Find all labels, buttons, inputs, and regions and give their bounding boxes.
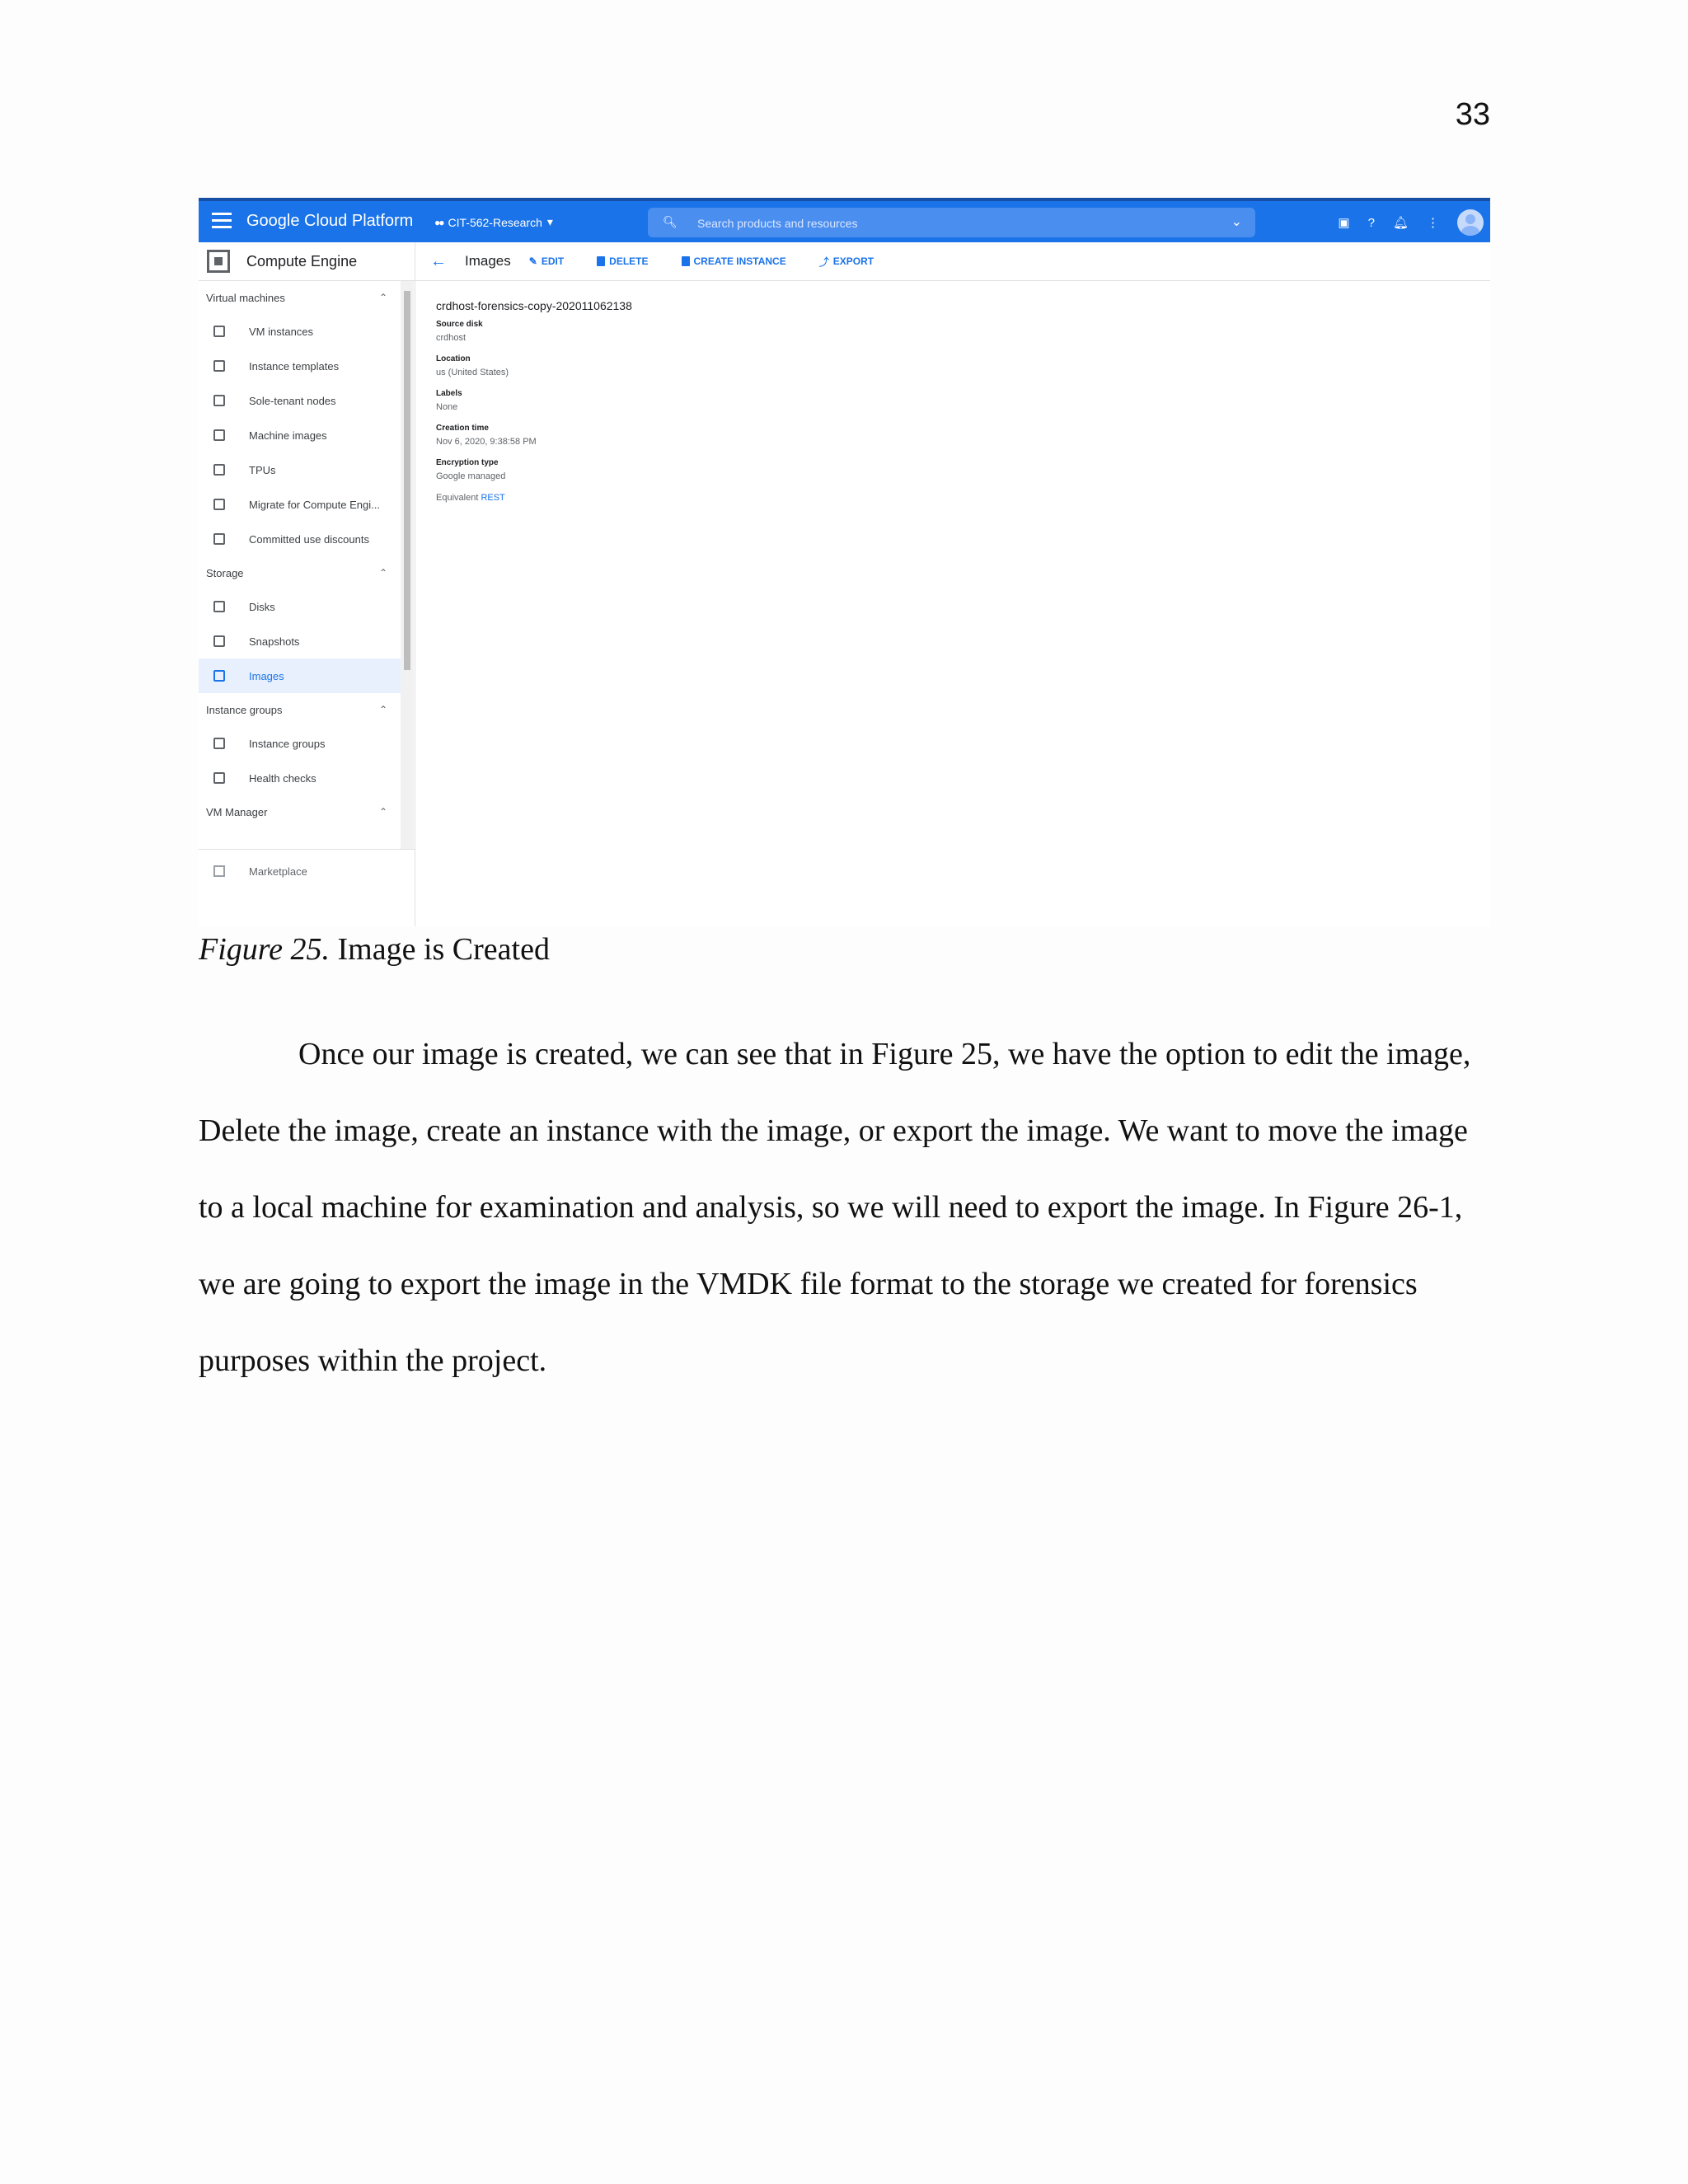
avatar[interactable] bbox=[1457, 209, 1484, 236]
notifications-icon[interactable]: 🔔︎ bbox=[1392, 216, 1409, 230]
edit-button[interactable]: ✎ EDIT bbox=[528, 255, 565, 267]
migrate-icon bbox=[213, 499, 225, 510]
compute-engine-icon bbox=[207, 250, 230, 273]
paragraph-text: Once our image is created, we can see that in Figure 25, we have the option to edit the image, Delete the image, create an instance with the image, or export the image. We want to move the image to a local machine for examination and analysis, so we will need to export the image. In Figure 26-1, we are going to export the image in the VMDK file format to the storage we created for forensics purposes within the project. bbox=[199, 1037, 1471, 1378]
cloud-shell-icon[interactable]: ▣ bbox=[1338, 216, 1350, 230]
sidebar-item-machine-images[interactable]: Machine images bbox=[199, 418, 401, 452]
chevron-down-icon[interactable]: ⌄ bbox=[1231, 215, 1242, 229]
project-name: CIT-562-Research bbox=[448, 215, 542, 229]
action-toolbar bbox=[415, 242, 1490, 281]
sidebar-item-tpus[interactable]: TPUs bbox=[199, 452, 401, 487]
detail-creation-time: Creation time Nov 6, 2020, 9:38:58 PM bbox=[436, 424, 537, 447]
section-instance-groups[interactable]: Instance groups ⌃ bbox=[206, 703, 387, 716]
add-instance-icon bbox=[682, 256, 690, 266]
images-icon bbox=[213, 670, 225, 682]
snapshot-icon bbox=[213, 635, 225, 647]
create-instance-button[interactable]: CREATE INSTANCE bbox=[682, 255, 786, 267]
machine-image-icon bbox=[213, 429, 225, 441]
trash-icon bbox=[597, 256, 605, 266]
figure-title: Image is Created bbox=[337, 932, 550, 967]
sidebar-item-migrate[interactable]: Migrate for Compute Engi... bbox=[199, 487, 401, 522]
project-dots-icon: ●● bbox=[434, 216, 443, 228]
detail-labels: Labels None bbox=[436, 389, 462, 412]
template-icon bbox=[213, 360, 225, 372]
sidebar-nav bbox=[199, 281, 401, 828]
page-title: Images bbox=[465, 253, 511, 269]
sidebar-item-vm-instances[interactable]: VM instances bbox=[199, 314, 401, 349]
collapse-icon[interactable]: ⌃ bbox=[378, 567, 387, 579]
cart-icon bbox=[213, 865, 225, 877]
sidebar-item-instance-templates[interactable]: Instance templates bbox=[199, 349, 401, 383]
sidebar bbox=[199, 242, 415, 926]
sidebar-scrollbar[interactable] bbox=[401, 281, 414, 850]
collapse-icon[interactable]: ⌃ bbox=[378, 806, 387, 818]
sidebar-title: Compute Engine bbox=[246, 252, 358, 269]
product-title[interactable]: Google Cloud Platform bbox=[246, 212, 414, 230]
node-icon bbox=[213, 395, 225, 406]
rest-link[interactable]: REST bbox=[481, 493, 505, 503]
top-bar bbox=[199, 198, 1490, 242]
detail-encryption-type: Encryption type Google managed bbox=[436, 458, 506, 481]
instance-groups-icon bbox=[213, 738, 225, 749]
hamburger-menu-icon[interactable] bbox=[212, 213, 232, 229]
health-check-icon bbox=[213, 772, 225, 784]
sidebar-item-committed-use-discounts[interactable]: Committed use discounts bbox=[199, 522, 401, 556]
sidebar-item-health-checks[interactable]: Health checks bbox=[199, 761, 401, 795]
equivalent-rest: Equivalent REST bbox=[436, 493, 505, 503]
disk-icon bbox=[213, 601, 225, 612]
more-options-icon[interactable]: ⋮ bbox=[1427, 216, 1439, 230]
dropdown-arrow-icon: ▾ bbox=[546, 215, 553, 228]
section-storage[interactable]: Storage ⌃ bbox=[206, 566, 387, 579]
discount-icon bbox=[213, 533, 225, 545]
search-icon: 🔍︎ bbox=[663, 215, 678, 228]
search-bar[interactable] bbox=[648, 208, 1255, 237]
sidebar-item-snapshots[interactable]: Snapshots bbox=[199, 624, 401, 658]
section-vm-manager[interactable]: VM Manager ⌃ bbox=[206, 805, 387, 818]
vm-instances-icon bbox=[213, 326, 225, 337]
sidebar-item-sole-tenant-nodes[interactable]: Sole-tenant nodes bbox=[199, 383, 401, 418]
back-arrow-icon[interactable]: ← bbox=[430, 251, 447, 270]
project-selector[interactable] bbox=[434, 215, 553, 229]
image-details bbox=[415, 281, 1490, 503]
collapse-icon[interactable]: ⌃ bbox=[378, 704, 387, 715]
search-input[interactable] bbox=[696, 212, 1193, 235]
sidebar-header bbox=[199, 242, 415, 281]
pencil-icon: ✎ bbox=[528, 255, 537, 267]
main-content bbox=[415, 242, 1490, 926]
body-paragraph bbox=[199, 1016, 1493, 1399]
image-name: crdhost-forensics-copy-202011062138 bbox=[436, 299, 632, 312]
export-icon: ⤴ bbox=[818, 255, 829, 268]
figure-screenshot bbox=[199, 198, 1490, 926]
export-button[interactable]: ⤴ EXPORT bbox=[818, 255, 874, 268]
detail-source-disk: Source disk crdhost bbox=[436, 320, 483, 343]
sidebar-item-images[interactable]: Images bbox=[199, 658, 401, 693]
figure-label: Figure 25. bbox=[199, 932, 331, 967]
sidebar-item-disks[interactable]: Disks bbox=[199, 589, 401, 624]
delete-button[interactable]: DELETE bbox=[597, 255, 648, 267]
sidebar-item-marketplace[interactable]: Marketplace bbox=[199, 849, 415, 893]
tpu-icon bbox=[213, 464, 225, 476]
detail-location: Location us (United States) bbox=[436, 354, 509, 377]
sidebar-item-instance-groups[interactable]: Instance groups bbox=[199, 726, 401, 761]
help-icon[interactable]: ? bbox=[1367, 215, 1375, 230]
section-virtual-machines[interactable]: Virtual machines ⌃ bbox=[206, 291, 387, 304]
figure-caption bbox=[199, 931, 550, 968]
page-number: 33 bbox=[1455, 97, 1490, 132]
collapse-icon[interactable]: ⌃ bbox=[378, 292, 387, 303]
scrollbar-thumb[interactable] bbox=[404, 291, 410, 670]
